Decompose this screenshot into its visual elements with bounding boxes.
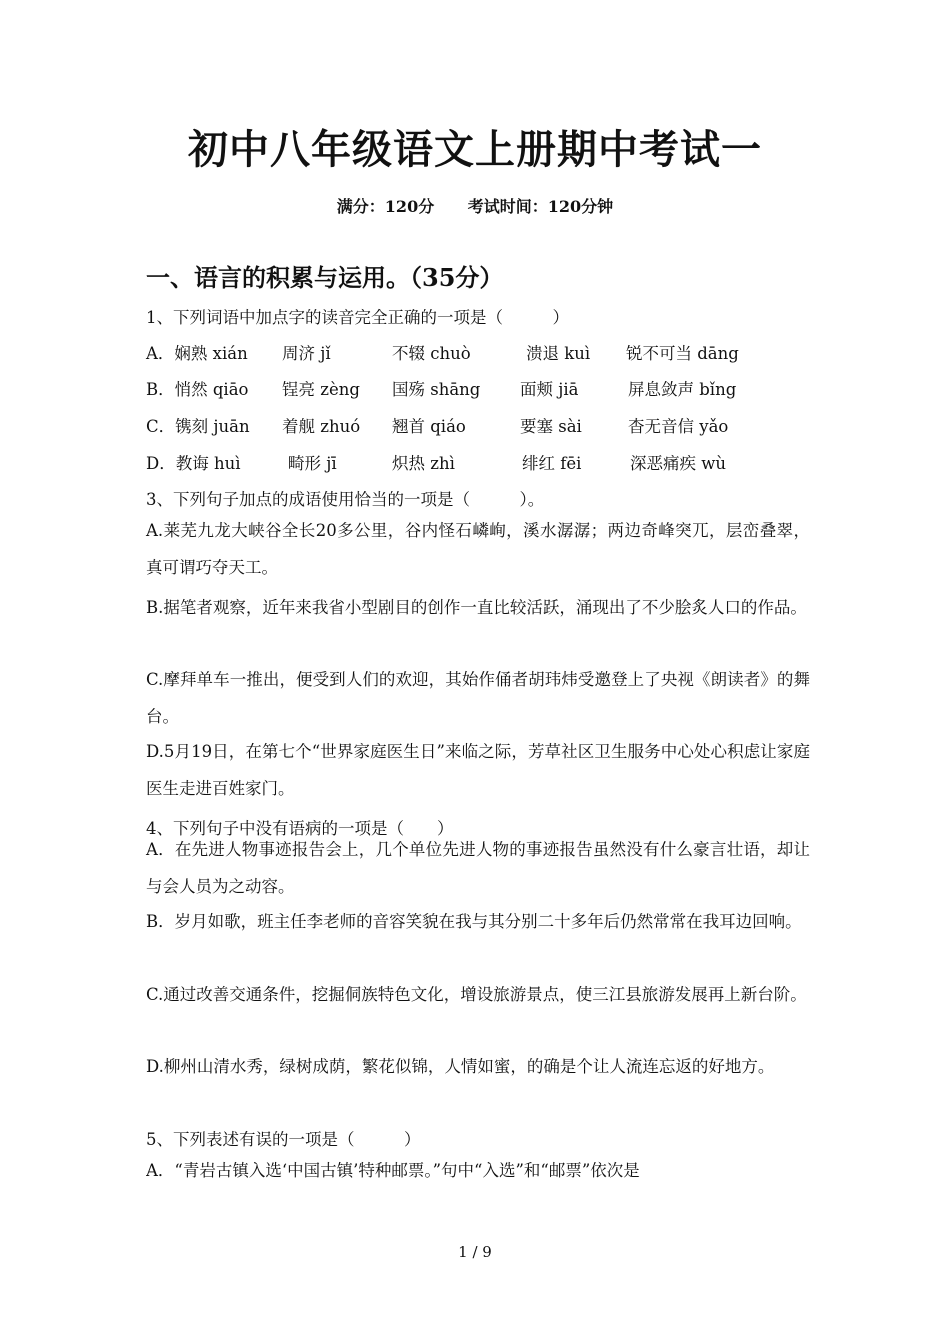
q4-option-b: B．岁月如歌，班主任李老师的音容笑貌在我与其分别二十多年后仍然常常在我耳边回响。 <box>146 912 802 931</box>
q1-word: 溃退 kuì <box>526 344 591 363</box>
q1-word: 周济 jǐ <box>282 344 331 363</box>
exam-time: 考试时间：120分钟 <box>467 197 614 216</box>
q3-option-a: A.莱芜九龙大峡谷全长20多公里，谷内怪石嶙峋，溪水潺潺；两边奇峰突兀，层峦叠翠，真可谓巧夺天工。 <box>146 521 810 577</box>
q1-word: 屏息敛声 bǐng <box>628 380 737 399</box>
question-5-stem: 5、下列表述有误的一项是（ ） <box>146 1130 421 1149</box>
q1-word: 锐不可当 dāng <box>626 344 739 363</box>
q1-word: D．教诲 huì <box>146 454 241 473</box>
q1-word: 畸形 jī <box>288 454 337 473</box>
q1-word: 面颊 jiā <box>520 380 579 399</box>
q1-word: C．镌刻 juān <box>146 417 250 436</box>
q1-word: 锃亮 zèng <box>282 380 360 399</box>
q4-option-a: A．在先进人物事迹报告会上，几个单位先进人物的事迹报告虽然没有什么豪言壮语，却让与会人员为之动容。 <box>146 840 810 896</box>
q1-word: B．悄然 qiāo <box>146 380 249 399</box>
q1-word: 杳无音信 yǎo <box>628 417 729 436</box>
q1-word: 深恶痛疾 wù <box>630 454 726 473</box>
exam-meta <box>0 194 950 217</box>
q1-word: 不辍 chuò <box>392 344 471 363</box>
full-score: 满分：120分 <box>336 197 435 216</box>
question-1-stem: 1、下列词语中加点字的读音完全正确的一项是（ ） <box>146 308 569 327</box>
q1-word: 绯红 fēi <box>522 454 582 473</box>
page-number: 1 / 9 <box>458 1243 492 1261</box>
page-title: 初中八年级语文上册期中考试一 <box>188 126 762 173</box>
section-heading: 一、语言的积累与运用。（35分） <box>146 263 504 292</box>
question-3-stem: 3、下列句子加点的成语使用恰当的一项是（ ）。 <box>146 490 545 509</box>
question-4-stem: 4、下列句子中没有语病的一项是（ ） <box>146 819 454 838</box>
q5-option-a: A．“青岩古镇入选‘中国古镇’特种邮票。”句中“入选”和“邮票”依次是 <box>146 1161 640 1180</box>
q4-option-c: C.通过改善交通条件，挖掘侗族特色文化，增设旅游景点，使三江县旅游发展再上新台阶。 <box>146 985 807 1004</box>
q1-word: A．娴熟 xián <box>146 344 248 363</box>
q3-option-b: B.据笔者观察，近年来我省小型剧目的创作一直比较活跃，涌现出了不少脍炙人口的作品。 <box>146 598 807 617</box>
q1-word: 国殇 shāng <box>392 380 481 399</box>
q3-option-c: C.摩拜单车一推出，便受到人们的欢迎，其始作俑者胡玮炜受邀登上了央视《朗读者》的舞台。 <box>146 670 810 726</box>
q1-word: 翘首 qiáo <box>392 417 466 436</box>
q1-word: 炽热 zhì <box>392 454 455 473</box>
q1-word: 要塞 sài <box>520 417 582 436</box>
q3-option-d: D.5月19日，在第七个“世界家庭医生日”来临之际，芳草社区卫生服务中心处心积虑让家庭医生走进百姓家门。 <box>146 742 810 798</box>
q4-option-d: D.柳州山清水秀，绿树成荫，繁花似锦，人情如蜜，的确是个让人流连忘返的好地方。 <box>146 1057 775 1076</box>
q1-word: 着舰 zhuó <box>282 417 361 436</box>
